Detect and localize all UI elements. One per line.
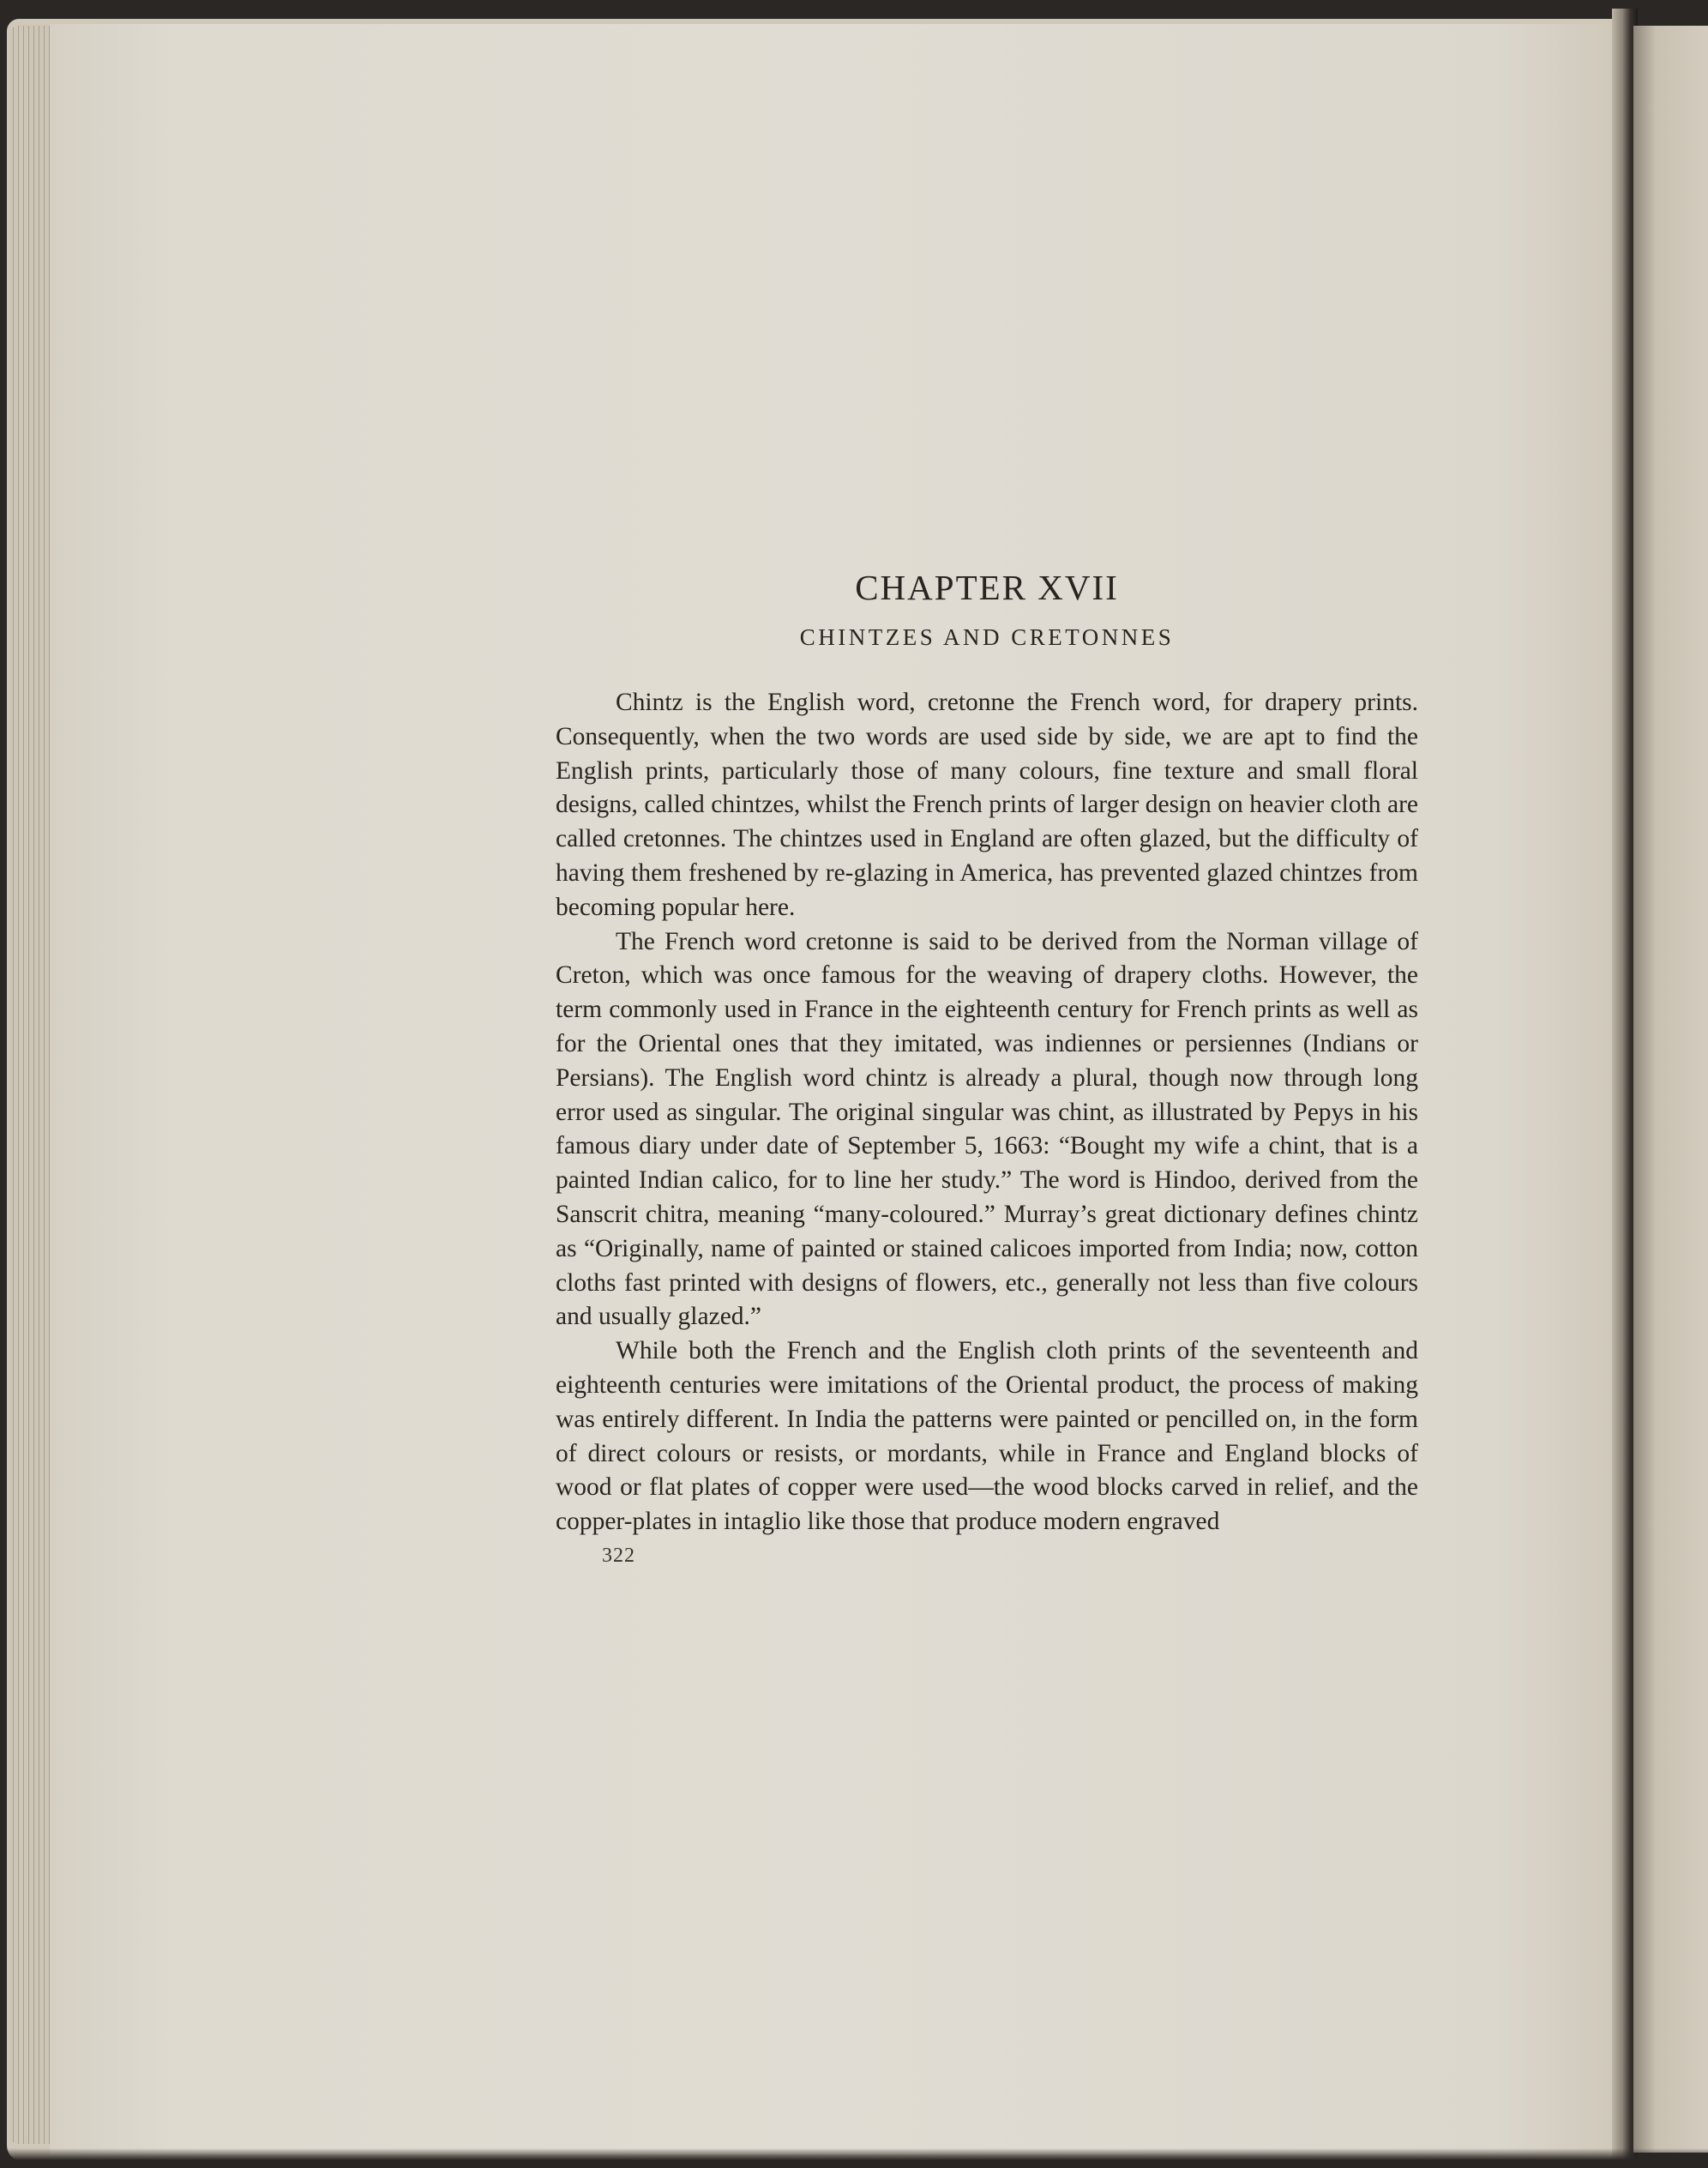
section-title: CHINTZES AND CRETONNES xyxy=(799,624,1175,650)
chapter-title: CHAPTER XVII xyxy=(855,568,1119,607)
page-text-block xyxy=(556,566,1418,1568)
scan-bottom-edge xyxy=(0,2148,1708,2168)
paragraph-3: While both the French and the English cloth prints of the seventeenth and eighteenth centuries were imitations of the Oriental product, the process of making was entirely different. In India the patterns were painted or pencilled on, in the form of direct colours or resists, or mordants, while in France and England blocks of wood or flat plates of copper were used—the wood blocks carved in relief, and the copper-plates in intaglio like those that produce modern engraved xyxy=(556,1337,1418,1536)
paragraph-2: The French word cretonne is said to be derived from the Norman village of Creton, which was once famous for the weaving of drapery cloths. However, the term commonly used in France in the eighteenth century for French prints as well as for the Oriental ones that they imitated, was indiennes or persiennes (Indians or Persians). The English word chintz is already a plural, though now through long error used as singular. The original singular was chint, as illustrated by Pepys in his famous diary under date of September 5, 1663: “Bought my wife a chint, that is a painted Indian calico, for to line her study.” The word is Hindoo, derived from the Sanscrit chitra, meaning “many-coloured.” Murray’s great dictionary defines chintz as “Originally, name of painted or stained calicoes imported from India; now, cotton cloths fast printed with designs of flowers, etc., generally not less than five colours and usually glazed.” xyxy=(556,927,1418,1331)
page-number: 322 xyxy=(602,1544,635,1567)
facing-page-edge xyxy=(1633,26,1708,2153)
body-text xyxy=(556,686,1418,1539)
paragraph-1: Chintz is the English word, cretonne the French word, for drapery prints. Consequently, when the two words are used side by side, we are apt to find the English prints, particularly those of many colours, fine texture and small floral designs, called chintzes, whilst the French prints of larger design on heavier cloth are called cretonnes. The chintzes used in England are often glazed, but the difficulty of having them freshened by re-glazing in America, has prevented glazed chintzes from becoming popular here. xyxy=(556,689,1418,921)
